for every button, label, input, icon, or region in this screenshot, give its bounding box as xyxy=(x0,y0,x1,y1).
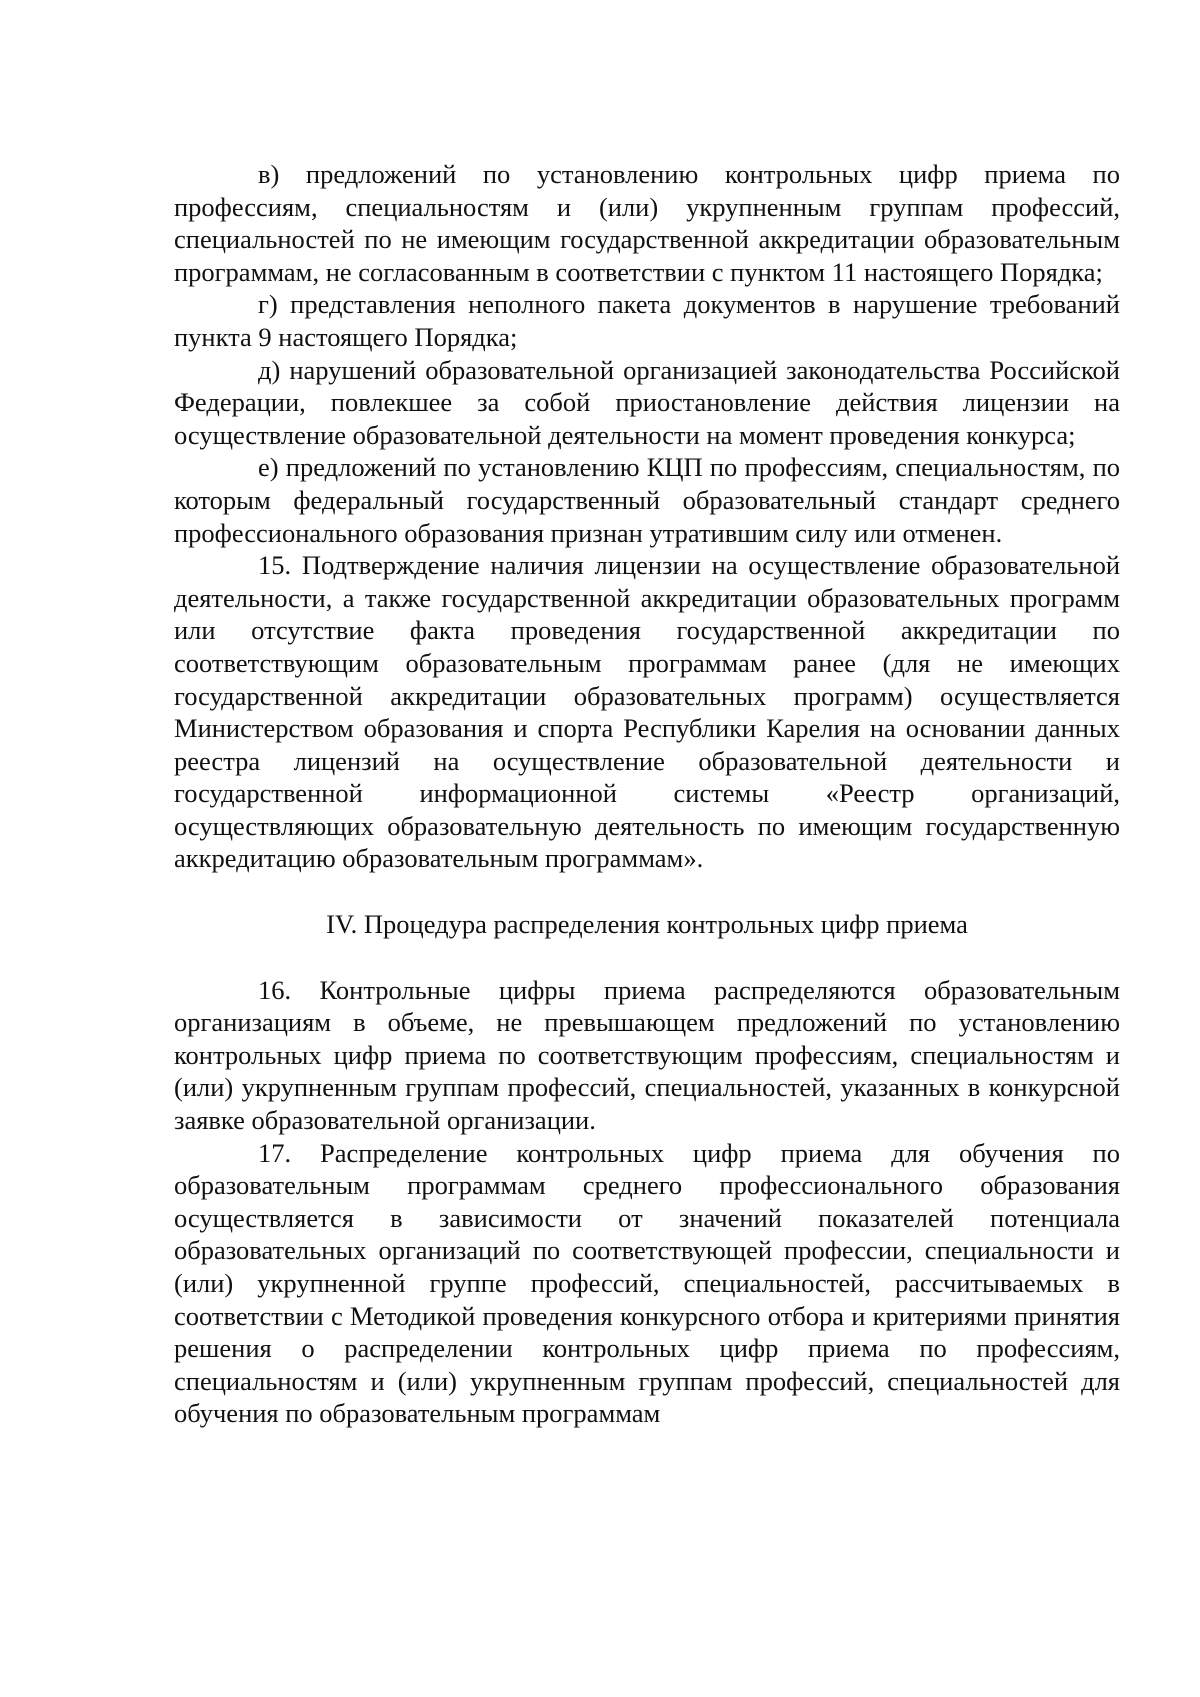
paragraph-item-e: е) предложений по установлению КЦП по профессиям, специальностям, по которым федеральный государственный образовательный стандарт среднего профессионального образования признан утратившим силу или отменен. xyxy=(174,452,1120,548)
paragraph-17: 17. Распределение контрольных цифр приема для обучения по образовательным программам среднего профессионального образования осуществляется в зависимости от значений показателей потенциала образовательных организаций по соответствующей профессии, специальности и (или) укрупненной группе профессий, специальностей, рассчитываемых в соответствии с Методикой проведения конкурсного отбора и критериями принятия решения о распределении контрольных цифр приема по профессиям, специальностям и (или) укрупненным группам профессий, специальностей для обучения по образовательным программам xyxy=(174,1137,1120,1429)
paragraph-16: 16. Контрольные цифры приема распределяются образовательным организациям в объеме, не превышающем предложений по установлению контрольных цифр приема по соответствующим профессиям, специальностям и (или) укрупненным группам профессий, специальностей, указанных в конкурсной заявке образовательной организации. xyxy=(174,974,1120,1136)
paragraph-item-g: г) представления неполного пакета документов в нарушение требований пункта 9 настоящего Порядка; xyxy=(174,289,1120,352)
paragraph-item-d: д) нарушений образовательной организацией законодательства Российской Федерации, повлекшее за собой приостановление действия лицензии на осуществление образовательной деятельности на момент проведения конкурса; xyxy=(174,354,1120,450)
paragraph-item-v: в) предложений по установлению контрольных цифр приема по профессиям, специальностям и (или) укрупненным группам профессий, специальностей по не имеющим государственной аккредитации образовательным программам, не согласованным в соответствии с пунктом 11 настоящего Порядка; xyxy=(174,159,1120,287)
section-heading: IV. Процедура распределения контрольных цифр приема xyxy=(326,909,968,940)
paragraph-15: 15. Подтверждение наличия лицензии на осуществление образовательной деятельности, а также государственной аккредитации образовательных программ или отсутствие факта проведения государственной аккредитации по соответствующим образовательным программам ранее (для не имеющих государственной аккредитации образовательных программ) осуществляется Министерством образования и спорта Республики Карелия на основании данных реестра лицензий на осуществление образовательной деятельности и государственной информационной системы «Реестр организаций, осуществляющих образовательную деятельность по имеющим государственную аккредитацию образовательным программам». xyxy=(174,550,1120,874)
document-page xyxy=(174,158,1120,1430)
